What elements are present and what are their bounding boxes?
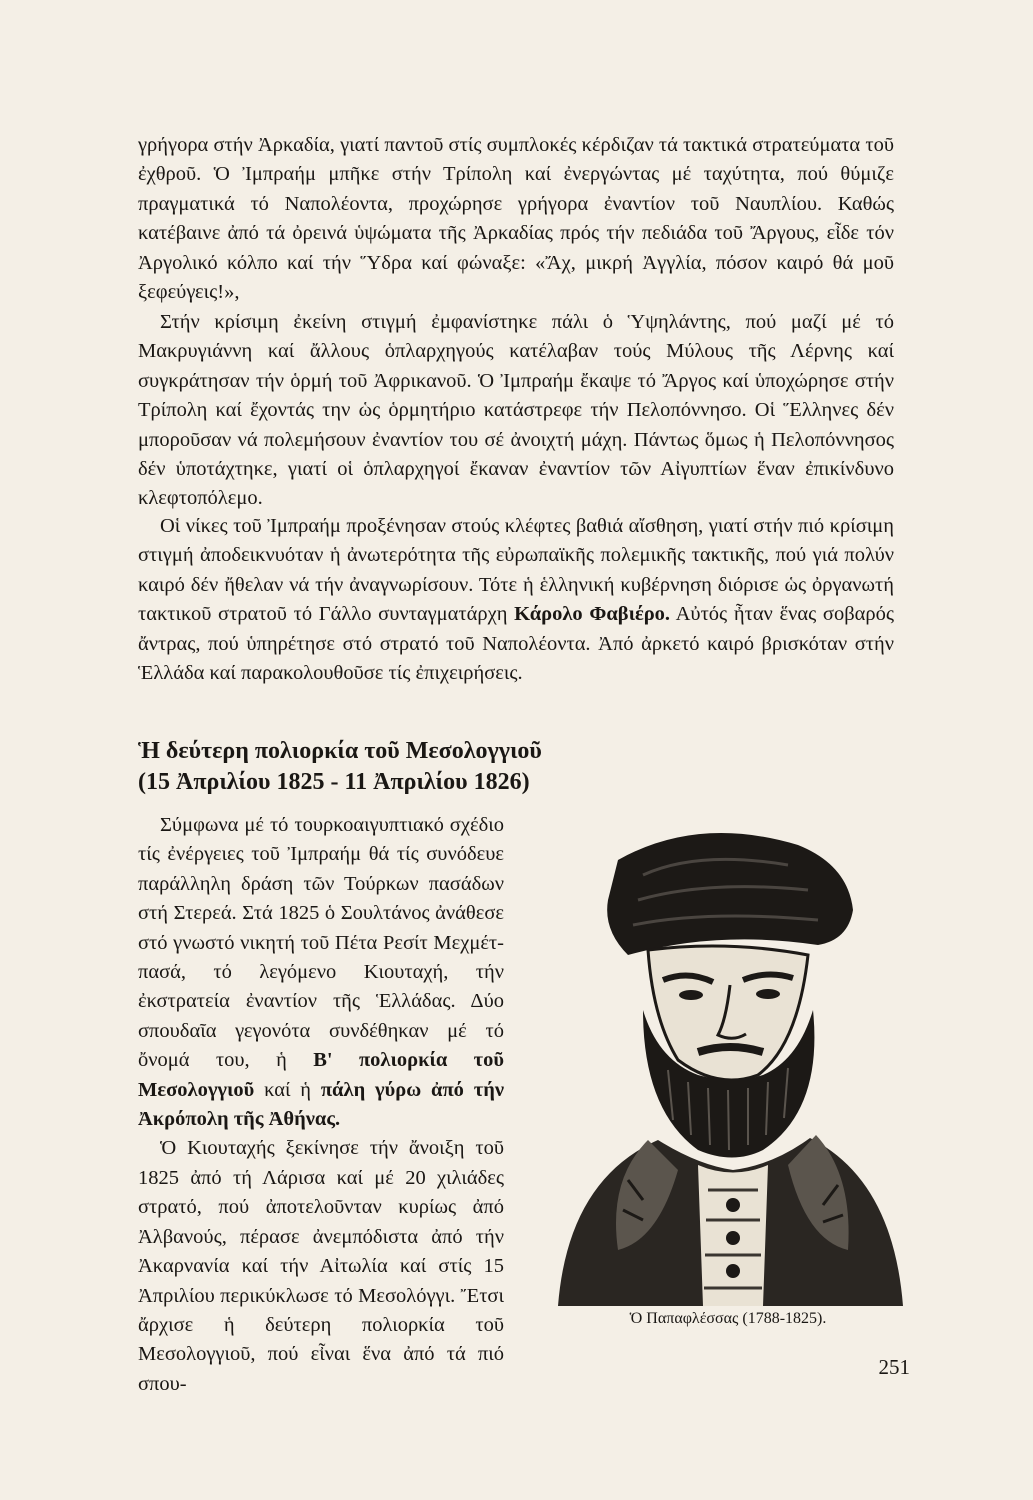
section-heading-dates: (15 Ἀπριλίου 1825 - 11 Ἀπριλίου 1826) [138,769,530,795]
paragraph-fabvier [138,512,894,688]
papaflessas-portrait [548,820,908,1306]
col-p1-mid: καί ἡ [254,1078,321,1101]
left-column-text [138,811,504,1399]
col-p1-start: Σύμφωνα μέ τό τουρκοαιγυπτιακό σχέδιο τίς ἐνέργειες τοῦ Ἰμπραήμ θά τίς συνόδευε παράλληλη δράση τῶν Τούρκων πασάδων στή Στερεά. Στά 1825 ὁ Σουλτάνος ἀνάθεσε στό γνωστό νικητή τοῦ Πέτα Ρεσίτ Μεχμέτ-πασά, τό λεγόμενο Κιουταχή, τήν ἐκστρατεία ἐναντίον τῆς Ἑλλάδας. Δύο σπουδαῖα γεγονότα συνδέθηκαν μέ τό ὄνομά του, ἡ [138,814,504,1072]
portrait-caption: Ὁ Παπαφλέσσας (1788-1825). [629,1310,827,1327]
paragraph-fabvier-text-end: Αὐτός ἦταν ἕνας σοβαρός ἄντρας, πού ὑπηρέτησε στό στρατό τοῦ Ναπολέοντα. Ἀπό ἀρκετό καιρό βρισκόταν στήν Ἑλλάδα καί παρακολουθοῦσε τίς ἐπιχειρήσεις. [138,603,894,685]
paragraph-kiutahis-march: Ὁ Κιουταχής ξεκίνησε τήν ἄνοιξη τοῦ 1825 ἀπό τή Λάρισα καί μέ 20 χιλιάδες στρατό, πού ἀποτελοῦνταν κυρίως ἀπό Ἀλβανούς, πέρασε ἀνεμπόδιστα ἀπό τήν Ἀκαρνανία καί τήν Αἰτωλία καί στίς 15 Ἀπριλίου περικύκλωσε τό Μεσολόγγι. Ἔτσι ἄρχισε ἡ δεύτερη πολιορκία τοῦ Μεσολογγιοῦ, πού εἶναι ἕνα ἀπό τά πιό σπου- [138,1137,504,1395]
paragraph-fabvier-text-start: Οἱ νίκες τοῦ Ἰμπραήμ προξένησαν στούς κλέφτες βαθιά αἴσθηση, γιατί στήν πιό κρίσιμη στιγμή ἀποδεικνυόταν ἡ ἀνωτερότητα τῆς εὐρωπαϊκῆς πολεμικῆς τακτικῆς, πού γιά πολύν καιρό δέν ἤθελαν νά τήν ἀναγνωρίσουν. Τότε ἡ ἑλληνική κυβέρνηση διόρισε ὡς ὀργανωτή τακτικοῦ στρατοῦ τό Γάλλο συνταγματάρχη [138,515,894,626]
paragraph-kiutahis-plan [138,811,504,1134]
section-heading-title: Ἡ δεύτερη πολιορκία τοῦ Μεσολογγιοῦ [138,738,542,764]
paragraph-ibrahim-advance: γρήγορα στήν Ἀρκαδία, γιατί παντοῦ στίς συμπλοκές κέρδιζαν τά τακτικά στρατεύματα τοῦ ἐχθροῦ. Ὁ Ἰμπραήμ μπῆκε στήν Τρίπολη καί ἐνεργώντας μέ ταχύτητα, πού θύμιζε πραγματικά τό Ναπολέοντα, προχώρησε γρήγορα ἐναντίον τοῦ Ναυπλίου. Καθώς κατέβαινε ἀπό τά ὀρεινά ὑψώματα τῆς Ἀρκαδίας πρός τήν πεδιάδα τοῦ Ἄργους, εἶδε τόν Ἀργολικό κόλπο καί τήν Ὕδρα καί φώναξε: «Ἄχ, μικρή Ἀγγλία, πόσον καιρό θά μοῦ ξεφεύγεις!», [138,134,894,304]
page-number: 251 [878,1355,910,1379]
fabvier-name: Κάρολο Φαβιέρο. [514,603,671,626]
section-heading [138,736,658,798]
col-p1-bold-acropolis: πάλη γύρω ἀπό τήν Ἀκρόπολη τῆς Ἀθήνας. [138,1078,504,1131]
paragraph-ypsilantis-lerna: Στήν κρίσιμη ἐκείνη στιγμή ἐμφανίστηκε πάλι ὁ Ὑψηλάντης, πού μαζί μέ τό Μακρυγιάννη καί ἄλλους ὁπλαρχηγούς κατέλαβαν τούς Μύλους τῆς Λέρνης καί συγκράτησαν τήν ὁρμή τοῦ Ἀφρικανοῦ. Ὁ Ἰμπραήμ ἔκαψε τό Ἄργος καί ὑποχώρησε στήν Τρίπολη καί ἔχοντάς την ὡς ὁρμητήριο κατάστρεφε τήν Πελοπόννησο. Οἱ Ἕλληνες δέν μποροῦσαν νά πολεμήσουν ἐναντίον του σέ ἀνοιχτή μάχη. Πάντως ὅμως ἡ Πελοπόννησος δέν ὑποτάχτηκε, γιατί οἱ ὁπλαρχηγοί ἔκαναν ἐναντίον τῶν Αἰγυπτίων ἕναν ἐπικίνδυνο κλεφτοπόλεμο. [138,311,894,510]
portrait-cap [607,833,853,955]
col-p1-bold-siege: Β' πολιορκία τοῦ Μεσολογγιοῦ [138,1049,505,1101]
